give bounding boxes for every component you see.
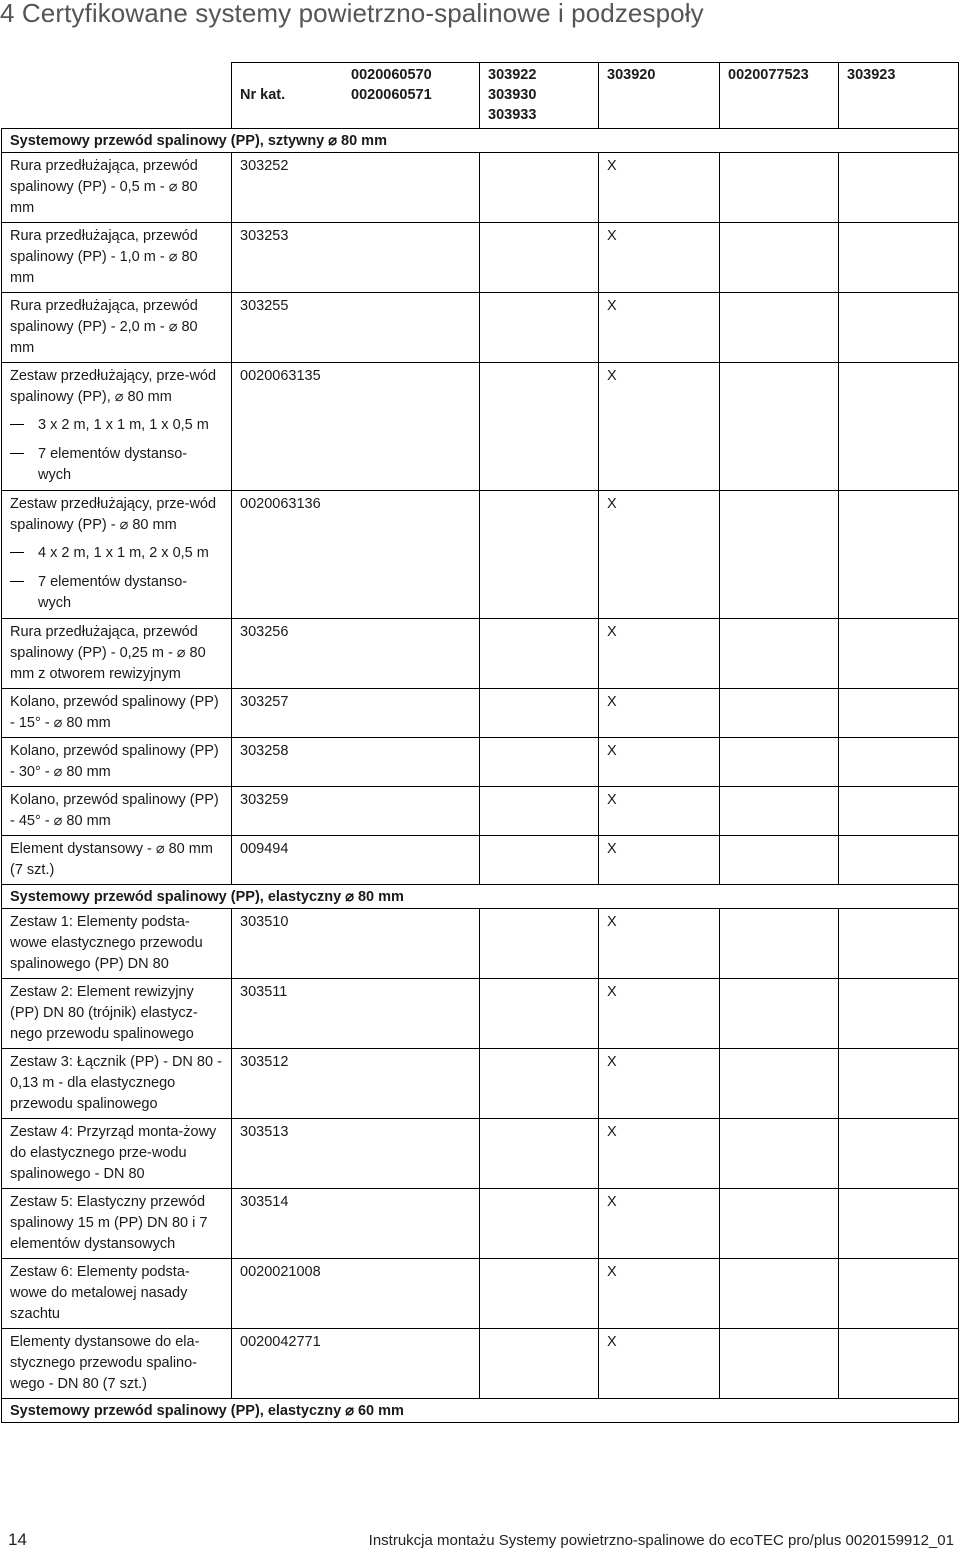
header-col5: 303923 xyxy=(839,63,959,129)
compat-cell xyxy=(720,836,839,885)
header-blank-cell xyxy=(2,63,232,129)
compat-cell xyxy=(480,1259,599,1329)
compat-mark: X xyxy=(599,153,720,223)
compat-cell xyxy=(480,1049,599,1119)
compat-mark: X xyxy=(599,223,720,293)
compat-cell xyxy=(480,153,599,223)
compat-cell xyxy=(839,1049,959,1119)
section-title: Systemowy przewód spalinowy (PP), sztywny ⌀ 80 mm xyxy=(2,129,959,153)
compat-mark: X xyxy=(599,909,720,979)
compat-cell xyxy=(480,738,599,787)
footer-text: Instrukcja montażu Systemy powietrzno-spalinowe do ecoTEC pro/plus 0020159912_01 xyxy=(368,1532,954,1549)
compat-cell xyxy=(720,153,839,223)
table-row xyxy=(2,153,959,223)
nr-kat-label: Nr kat. xyxy=(240,87,286,103)
compat-cell xyxy=(839,689,959,738)
component-name: Zestaw 5: Elastyczny przewód spalinowy 15 m (PP) DN 80 i 7 elementów dystansowych xyxy=(2,1189,232,1259)
article-number: 303252 xyxy=(232,153,480,223)
compat-cell xyxy=(839,787,959,836)
table-row xyxy=(2,293,959,363)
table-row xyxy=(2,1189,959,1259)
compat-cell xyxy=(720,1189,839,1259)
sub-item xyxy=(2,568,232,619)
article-number: 303259 xyxy=(232,787,480,836)
sub-item-text: 4 x 2 m, 1 x 1 m, 2 x 0,5 m xyxy=(38,545,209,561)
table-row xyxy=(2,223,959,293)
component-name: Kolano, przewód spalinowy (PP) - 15° - ⌀ 80 mm xyxy=(2,689,232,738)
article-number: 0020063136 xyxy=(232,491,480,619)
compat-mark: X xyxy=(599,738,720,787)
compat-cell xyxy=(480,223,599,293)
sub-item xyxy=(2,411,232,440)
article-number: 0020021008 xyxy=(232,1259,480,1329)
sub-item-text: 7 elementów dystanso-wych xyxy=(38,574,188,611)
component-name: Zestaw 6: Elementy podsta-wowe do metalowej nasady szachtu xyxy=(2,1259,232,1329)
compat-mark: X xyxy=(599,491,720,619)
article-number: 303257 xyxy=(232,689,480,738)
article-number: 303256 xyxy=(232,619,480,689)
article-number: 303511 xyxy=(232,979,480,1049)
dash-bullet xyxy=(10,581,24,582)
compat-cell xyxy=(839,1119,959,1189)
compat-cell xyxy=(720,979,839,1049)
component-name: Kolano, przewód spalinowy (PP) - 30° - ⌀ 80 mm xyxy=(2,738,232,787)
dash-bullet xyxy=(10,453,24,454)
compat-cell xyxy=(720,787,839,836)
sub-item xyxy=(2,539,232,568)
article-number: 303512 xyxy=(232,1049,480,1119)
table-row xyxy=(2,909,959,979)
footer-page-number: 14 xyxy=(8,1530,27,1549)
article-number: 0020063135 xyxy=(232,363,480,491)
compat-mark: X xyxy=(599,1189,720,1259)
section-header-row xyxy=(2,885,959,909)
component-name: Zestaw 3: Łącznik (PP) - DN 80 - 0,13 m - dla elastycznego przewodu spalinowego xyxy=(2,1049,232,1119)
compat-cell xyxy=(839,738,959,787)
compat-cell xyxy=(839,293,959,363)
table-row xyxy=(2,491,959,540)
section-title: Systemowy przewód spalinowy (PP), elastyczny ⌀ 60 mm xyxy=(2,1399,959,1423)
article-number: 303253 xyxy=(232,223,480,293)
compat-cell xyxy=(839,491,959,619)
table-row xyxy=(2,836,959,885)
table-row xyxy=(2,1119,959,1189)
component-name: Zestaw 1: Elementy podsta-wowe elastycznego przewodu spalinowego (PP) DN 80 xyxy=(2,909,232,979)
compat-cell xyxy=(839,223,959,293)
header-col2-line2: 303930 xyxy=(488,87,537,103)
compatibility-table xyxy=(1,62,959,1423)
dash-bullet xyxy=(10,552,24,553)
article-number: 303514 xyxy=(232,1189,480,1259)
compat-cell xyxy=(720,619,839,689)
table-row xyxy=(2,1259,959,1329)
header-col2 xyxy=(480,63,599,129)
compat-cell xyxy=(839,363,959,491)
compat-cell xyxy=(720,689,839,738)
section-title: Systemowy przewód spalinowy (PP), elastyczny ⌀ 80 mm xyxy=(2,885,959,909)
component-name: Elementy dystansowe do ela-stycznego przewodu spalino-wego - DN 80 (7 szt.) xyxy=(2,1329,232,1399)
compat-cell xyxy=(480,979,599,1049)
compat-cell xyxy=(480,619,599,689)
compat-mark: X xyxy=(599,836,720,885)
compat-mark: X xyxy=(599,1329,720,1399)
component-name: Zestaw 2: Element rewizyjny (PP) DN 80 (trójnik) elastycz-nego przewodu spalinowego xyxy=(2,979,232,1049)
compat-mark: X xyxy=(599,787,720,836)
article-number: 303255 xyxy=(232,293,480,363)
header-col2-line3: 303933 xyxy=(488,107,537,123)
compat-cell xyxy=(480,491,599,619)
article-number: 009494 xyxy=(232,836,480,885)
compat-cell xyxy=(720,223,839,293)
table-row xyxy=(2,619,959,689)
section-header-row xyxy=(2,129,959,153)
component-name: Kolano, przewód spalinowy (PP) - 45° - ⌀ 80 mm xyxy=(2,787,232,836)
compat-cell xyxy=(839,153,959,223)
compat-mark: X xyxy=(599,619,720,689)
table-row xyxy=(2,979,959,1049)
dash-bullet xyxy=(10,424,24,425)
component-name: Rura przedłużająca, przewód spalinowy (PP) - 1,0 m - ⌀ 80 mm xyxy=(2,223,232,293)
sub-item-text: 3 x 2 m, 1 x 1 m, 1 x 0,5 m xyxy=(38,417,209,433)
compat-cell xyxy=(720,909,839,979)
article-number: 303258 xyxy=(232,738,480,787)
compat-cell xyxy=(839,909,959,979)
component-name: Element dystansowy - ⌀ 80 mm (7 szt.) xyxy=(2,836,232,885)
page-title: 4 Certyfikowane systemy powietrzno-spalinowe i podzespoły xyxy=(0,0,704,28)
compat-cell xyxy=(480,836,599,885)
table-header-row xyxy=(2,63,959,129)
table-row xyxy=(2,1049,959,1119)
table-row xyxy=(2,689,959,738)
compat-cell xyxy=(839,1259,959,1329)
sub-item xyxy=(2,440,232,491)
compat-cell xyxy=(480,689,599,738)
article-number: 303513 xyxy=(232,1119,480,1189)
article-number: 0020042771 xyxy=(232,1329,480,1399)
compat-cell xyxy=(839,979,959,1049)
compat-cell xyxy=(480,909,599,979)
header-nr-kat-cell xyxy=(232,63,480,129)
component-name: Zestaw przedłużający, prze-wód spalinowy (PP) - ⌀ 80 mm xyxy=(2,491,232,540)
article-number: 303510 xyxy=(232,909,480,979)
compat-cell xyxy=(480,1329,599,1399)
compat-cell xyxy=(480,787,599,836)
compat-mark: X xyxy=(599,689,720,738)
compat-mark: X xyxy=(599,1259,720,1329)
header-col1 xyxy=(351,65,432,105)
compat-mark: X xyxy=(599,293,720,363)
compat-cell xyxy=(839,1329,959,1399)
compat-cell xyxy=(720,1119,839,1189)
component-name: Zestaw przedłużający, prze-wód spalinowy (PP), ⌀ 80 mm xyxy=(2,363,232,412)
table-row xyxy=(2,363,959,412)
compat-cell xyxy=(839,619,959,689)
table-row xyxy=(2,1329,959,1399)
header-col1-line1: 0020060570 xyxy=(351,67,432,83)
component-name: Rura przedłużająca, przewód spalinowy (PP) - 0,25 m - ⌀ 80 mm z otworem rewizyjnym xyxy=(2,619,232,689)
header-col2-line1: 303922 xyxy=(488,67,537,83)
compat-cell xyxy=(480,363,599,491)
sub-item-text: 7 elementów dystanso-wych xyxy=(38,446,188,483)
compat-cell xyxy=(839,836,959,885)
compat-cell xyxy=(720,293,839,363)
compat-mark: X xyxy=(599,1119,720,1189)
header-col3: 303920 xyxy=(599,63,720,129)
compat-cell xyxy=(720,738,839,787)
compat-cell xyxy=(480,1189,599,1259)
header-col4: 0020077523 xyxy=(720,63,839,129)
compat-cell xyxy=(720,363,839,491)
compat-mark: X xyxy=(599,1049,720,1119)
compat-cell xyxy=(480,293,599,363)
compat-cell xyxy=(839,1189,959,1259)
compat-cell xyxy=(720,1259,839,1329)
compat-mark: X xyxy=(599,363,720,491)
section-header-row xyxy=(2,1399,959,1423)
component-name: Rura przedłużająca, przewód spalinowy (PP) - 2,0 m - ⌀ 80 mm xyxy=(2,293,232,363)
header-col1-line2: 0020060571 xyxy=(351,87,432,103)
component-name: Zestaw 4: Przyrząd monta-żowy do elastycznego prze-wodu spalinowego - DN 80 xyxy=(2,1119,232,1189)
table-row xyxy=(2,787,959,836)
compat-cell xyxy=(720,1049,839,1119)
compat-mark: X xyxy=(599,979,720,1049)
component-name: Rura przedłużająca, przewód spalinowy (PP) - 0,5 m - ⌀ 80 mm xyxy=(2,153,232,223)
compat-cell xyxy=(480,1119,599,1189)
compat-cell xyxy=(720,1329,839,1399)
compat-cell xyxy=(720,491,839,619)
table-body xyxy=(2,129,959,1423)
table-row xyxy=(2,738,959,787)
